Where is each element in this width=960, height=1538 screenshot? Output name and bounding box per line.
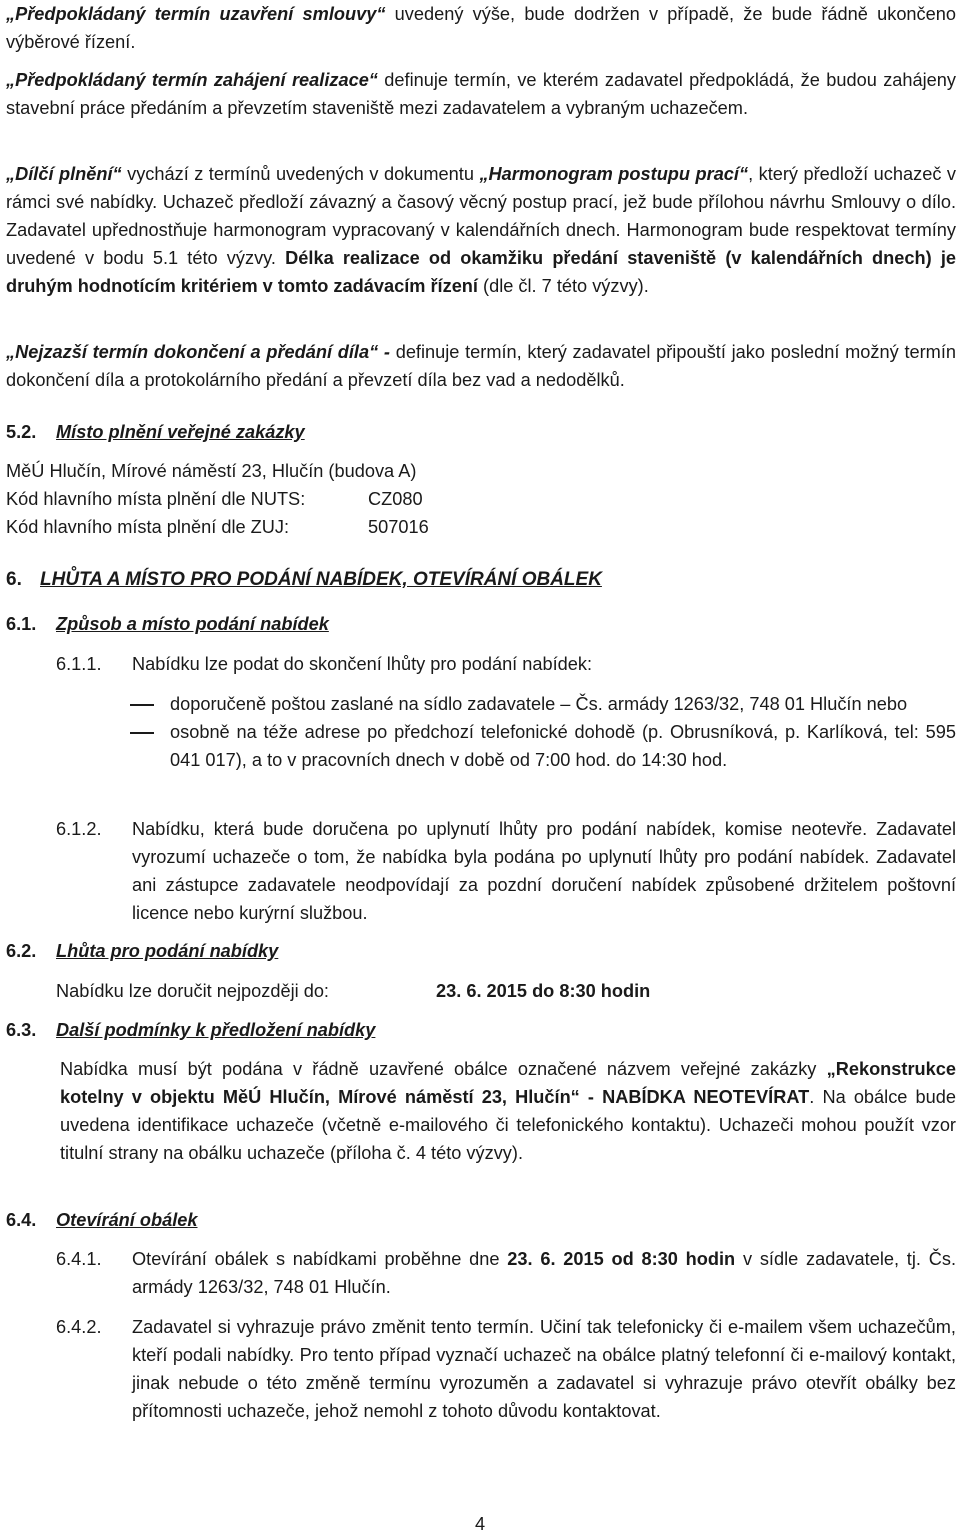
section-title: Způsob a místo podání nabídek: [56, 614, 329, 634]
item-text: Nabídku, která bude doručena po uplynutí lhůty pro podání nabídek, komise neotevře. Zadavatel vyrozumí uchazeče o tom, že nabídka byla podána po uplynutí lhůty pro podání nabídek. Zadavatel ani zástupce zadavatele neodpovídají za pozdní doručení nabídek způsobené držitelem poštovní licence nebo kurýrní službou.: [132, 819, 956, 923]
section-number: 6.2.: [6, 941, 37, 961]
zuj-code-row: [6, 513, 429, 541]
deadline-row: [56, 977, 650, 1005]
term-final-date: „Nejzazší termín dokončení a předání díla“ -: [6, 342, 390, 362]
term-schedule: „Harmonogram postupu prací“: [479, 164, 749, 184]
section-title: Další podmínky k předložení nabídky: [56, 1020, 376, 1040]
section-title: Lhůta pro podání nabídky: [56, 941, 279, 961]
item-number: 6.1.2.: [56, 819, 102, 839]
item-6-1-2: [56, 815, 956, 927]
section-6-3-heading: [6, 1016, 375, 1044]
deadline-label: Nabídku lze doručit nejpozději do:: [56, 981, 329, 1001]
nuts-label: Kód hlavního místa plnění dle NUTS:: [6, 489, 306, 509]
term-partial-fulfillment: „Dílčí plnění“: [6, 164, 122, 184]
item-text: Otevírání obálek s nabídkami proběhne dne 23. 6. 2015 od 8:30 hodin v sídle zadavatele, tj. Čs. armády 1263/32, 748 01 Hlučín.: [132, 1249, 957, 1297]
nuts-value: CZ080: [368, 489, 423, 509]
item-6-4-2: [56, 1313, 956, 1425]
list-item: doporučeně poštou zaslané na sídlo zadavatele – Čs. armády 1263/32, 748 01 Hlučín nebo: [130, 690, 956, 718]
paragraph-start-date: „Předpokládaný termín zahájení realizace“ definuje termín, ve kterém zadavatel předpokládá, že budou zahájeny stavební práce předáním a převzetím staveniště mezi zadavatelem a vybraným uchazečem.: [6, 70, 956, 118]
paragraph-partial-fulfillment: „Dílčí plnění“ vychází z termínů uvedených v dokumentu „Harmonogram postupu prací“, který předloží uchazeč v rámci své nabídky. Uchazeč předloží závazný a časový věcný postup prací, jež bude přílohou návrhu Smlouvy o dílo. Zadavatel upřednostňuje harmonogram vypracovaný v kalendářních dnech. Harmonogram bude respektovat termíny uvedené v bodu 5.1 této výzvy. Délka realizace od okamžiku předání staveniště (v kalendářních dnech) je druhým hodnotícím kritériem v tomto zadávacím řízení (dle čl. 7 této výzvy).: [6, 164, 956, 296]
section-number: 6.: [6, 569, 22, 590]
section-5-2-heading: [6, 418, 305, 446]
section-6-heading: [6, 566, 602, 594]
paragraph-contract-date: „Předpokládaný termín uzavření smlouvy“ uvedený výše, bude dodržen v případě, že bude řádně ukončeno výběrové řízení.: [6, 4, 956, 52]
nuts-code-row: [6, 485, 423, 513]
place-address: MěÚ Hlučín, Mírové náměstí 23, Hlučín (budova A): [6, 461, 417, 481]
item-6-4-1: [56, 1245, 956, 1301]
deadline-value: 23. 6. 2015 do 8:30 hodin: [436, 981, 651, 1001]
paragraph-envelope-conditions: Nabídka musí být podána v řádně uzavřené obálce označené názvem veřejné zakázky „Rekonstrukce kotelny v objektu MěÚ Hlučín, Mírové náměstí 23, Hlučín“ - NABÍDKA NEOTEVÍRAT. Na obálce bude uvedena identifikace uchazeče (včetně e-mailového či telefonického kontaktu). Uchazeči mohou použít vzor titulní strany na obálku uchazeče (příloha č. 4 této výzvy).: [60, 1059, 956, 1163]
submission-methods-list: [130, 690, 956, 774]
criterion-text: Délka realizace od okamžiku předání staveniště (v kalendářních dnech) je druhým hodnotícím kritériem v tomto zadávacím řízení: [6, 248, 956, 296]
zuj-label: Kód hlavního místa plnění dle ZUJ:: [6, 517, 290, 537]
item-number: 6.4.1.: [56, 1249, 102, 1269]
section-6-1-heading: [6, 610, 329, 638]
envelope-label: „Rekonstrukce kotelny v objektu MěÚ Hlučín, Mírové náměstí 23, Hlučín“ - NABÍDKA NEOTEVÍRAT: [60, 1059, 956, 1107]
zuj-value: 507016: [368, 517, 429, 537]
item-number: 6.1.1.: [56, 654, 102, 674]
section-number: 6.4.: [6, 1210, 37, 1230]
item-text: Zadavatel si vyhrazuje právo změnit tento termín. Učiní tak telefonicky či e-mailem všem uchazečům, kteří podali nabídky. Pro tento případ vyznačí uchazeč na obálce platný telefonní či e-mailový kontakt, jinak nebude o této změně termínu vyrozuměn a zadavatel si vyhrazuje právo otevřít obálky bez přítomnosti uchazeče, jehož nemohl z tohoto důvodu kontaktovat.: [132, 1317, 956, 1421]
item-text: Nabídku lze podat do skončení lhůty pro podání nabídek:: [132, 654, 593, 674]
section-6-2-heading: [6, 937, 278, 965]
page-number: 4: [474, 1514, 486, 1534]
paragraph-final-date: „Nejzazší termín dokončení a předání díla“ - definuje termín, který zadavatel připouští jako poslední možný termín dokončení díla a protokolárního předání a převzetí díla bez vad a nedodělků.: [6, 342, 956, 390]
dash-icon: [130, 690, 170, 718]
section-title: Otevírání obálek: [56, 1210, 198, 1230]
item-number: 6.4.2.: [56, 1317, 102, 1337]
section-title: LHŮTA A MÍSTO PRO PODÁNÍ NABÍDEK, OTEVÍRÁNÍ OBÁLEK: [40, 569, 602, 590]
list-item: osobně na téže adrese po předchozí telefonické dohodě (p. Obrusníková, p. Karlíková, tel: 595 041 017), a to v pracovních dnech v době od 7:00 hod. do 14:30 hod.: [130, 718, 956, 774]
section-number: 5.2.: [6, 422, 37, 442]
term-contract-date: „Předpokládaný termín uzavření smlouvy“: [6, 4, 386, 24]
section-number: 6.3.: [6, 1020, 37, 1040]
term-start-date: „Předpokládaný termín zahájení realizace“: [6, 70, 378, 90]
item-6-1-1: [56, 650, 956, 678]
opening-date: 23. 6. 2015 od 8:30 hodin: [507, 1249, 736, 1269]
section-6-4-heading: [6, 1206, 198, 1234]
section-title: Místo plnění veřejné zakázky: [56, 422, 305, 442]
dash-icon: [130, 718, 170, 774]
section-number: 6.1.: [6, 614, 37, 634]
